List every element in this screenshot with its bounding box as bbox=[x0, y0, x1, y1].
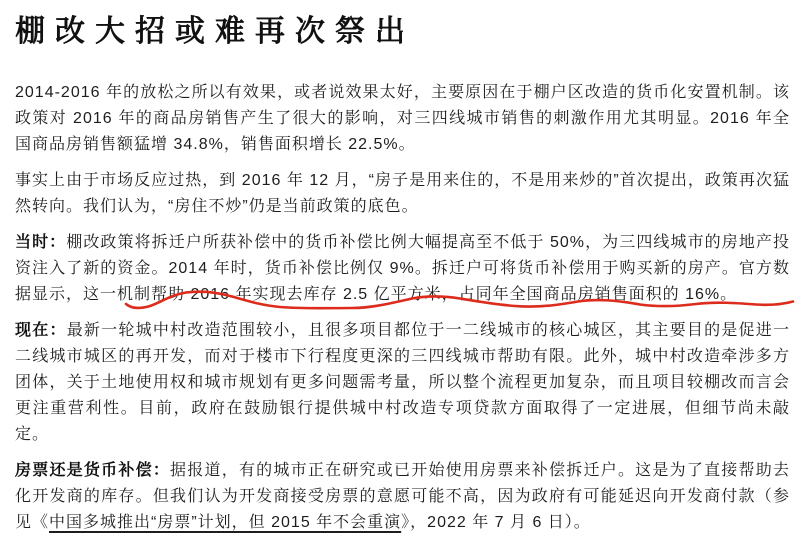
paragraph-then-underlined-sentence: 这一机制帮助 2016 年实现去库存 2.5 亿平方米，占同年全国商品房销售面积的 16%。 bbox=[83, 286, 738, 303]
report-reference-link[interactable]: 中国多城推出“房票”计划，但 2015 年不会重演 bbox=[49, 514, 402, 531]
paragraph-housing-ticket bbox=[15, 458, 790, 536]
paragraph-intro-text: 2014-2016 年的放松之所以有效果，或者说效果太好，主要原因在于棚户区改造的货币化安置机制。该政策对 2016 年的商品房销售产生了很大的影响，对三四线城市销售的刺激作用尤其明显。2016 年全国商品房销售额猛增 34.8%，销售面积增长 22.5%。 bbox=[15, 84, 790, 153]
paragraph-housing-ticket-text: 据报道，有的城市正在研究或已开始使用房票来补偿拆迁户。这是为了直接帮助去化开发商的库存。但我们认为开发商接受房票的意愿可能不高，因为政府有可能延迟向开发商付款（参见《 bbox=[15, 462, 790, 531]
paragraph-housing-ticket-label: 房票还是货币补偿： bbox=[15, 462, 171, 479]
paragraph-then bbox=[15, 230, 790, 308]
paragraph-housing-ticket-text-after: 》，2022 年 7 月 6 日）。 bbox=[401, 514, 591, 531]
paragraph-policy-turn-text: 事实上由于市场反应过热，到 2016 年 12 月，“房子是用来住的，不是用来炒的”首次提出，政策再次猛然转向。我们认为，“房住不炒”仍是当前政策的底色。 bbox=[15, 172, 790, 215]
paragraph-then-label: 当时： bbox=[15, 234, 67, 251]
page-title: 棚改大招或难再次祭出 bbox=[15, 15, 415, 48]
paragraph-then-text: 棚改政策将拆迁户所获补偿中的货币补偿比例大幅提高至不低于 50%，为三四线城市的房地产投资注入了新的资金。2014 年时，货币补偿比例仅 9%。拆迁户可将货币补偿用于购买新的房产。官方数据显示， bbox=[15, 234, 790, 303]
paragraph-now bbox=[15, 318, 790, 448]
paragraph-now-label: 现在： bbox=[15, 322, 67, 339]
paragraph-intro bbox=[15, 80, 790, 158]
paragraph-policy-turn bbox=[15, 168, 790, 220]
paragraph-now-text: 最新一轮城中村改造范围较小，且很多项目都位于一二线城市的核心城区，其主要目的是促进一二线城市城区的再开发，而对于楼市下行程度更深的三四线城市帮助有限。此外，城中村改造牵涉多方团体，关于土地使用权和城市规划有更多问题需考量，所以整个流程更加复杂，而且项目较棚改而言会更注重营利性。目前，政府在鼓励银行提供城中村改造专项贷款方面取得了一定进展，但细节尚未敲定。 bbox=[15, 322, 790, 443]
